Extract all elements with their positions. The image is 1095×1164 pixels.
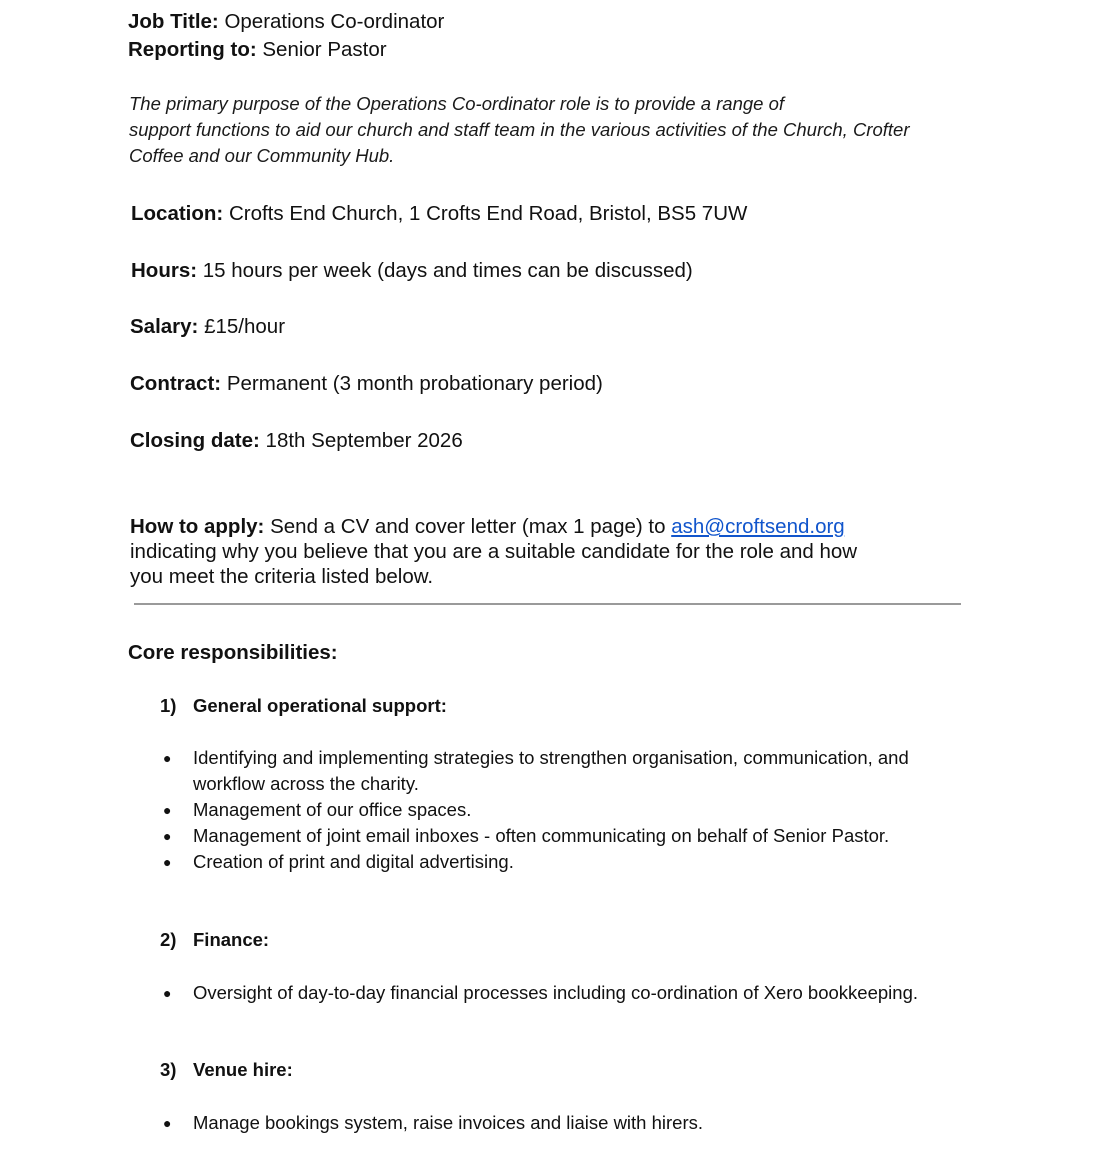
hours-value: 15 hours per week (days and times can be discussed) xyxy=(202,259,693,282)
intro-paragraph xyxy=(129,91,909,169)
list-item xyxy=(160,745,909,771)
contract-label: Contract: xyxy=(130,372,222,395)
section-number: 2) xyxy=(160,929,177,950)
core-responsibilities-heading: Core responsibilities: xyxy=(128,641,338,664)
list-item xyxy=(160,1110,703,1136)
location-label: Location: xyxy=(131,202,224,225)
job-title-value: Operations Co-ordinator xyxy=(224,10,445,33)
bullet-list-finance xyxy=(160,980,918,1006)
intro-line: Coffee and our Community Hub. xyxy=(129,145,395,166)
closing-date-value: 18th September 2026 xyxy=(265,429,463,452)
section-heading-general-operational-support xyxy=(160,694,447,718)
list-item xyxy=(160,849,909,875)
list-item xyxy=(160,797,909,823)
list-item-text: Management of our office spaces. xyxy=(193,799,472,820)
section-heading-finance xyxy=(160,928,269,952)
list-item xyxy=(160,980,918,1006)
apply-line-3: you meet the criteria listed below. xyxy=(130,565,434,588)
contract-value: Permanent (3 month probationary period) xyxy=(226,372,603,395)
bullet-icon: ● xyxy=(163,854,172,870)
list-item-continuation xyxy=(160,771,909,797)
how-to-apply xyxy=(130,514,857,589)
apply-label: How to apply: xyxy=(130,515,265,538)
salary-line xyxy=(130,314,285,340)
hours-line xyxy=(131,258,693,284)
section-number: 1) xyxy=(160,695,177,716)
apply-text: Send a CV and cover letter (max 1 page) to xyxy=(270,515,666,538)
apply-line-1 xyxy=(130,514,857,539)
salary-value: £15/hour xyxy=(204,315,286,338)
list-item xyxy=(160,823,909,849)
bullet-icon: ● xyxy=(163,802,172,818)
section-heading-venue-hire xyxy=(160,1058,293,1082)
bullet-icon: ● xyxy=(163,1115,172,1131)
horizontal-divider xyxy=(134,603,961,605)
reporting-value: Senior Pastor xyxy=(262,38,387,61)
section-title: General operational support: xyxy=(193,695,447,716)
contract-line xyxy=(130,371,603,397)
section-number: 3) xyxy=(160,1059,177,1080)
job-title-label: Job Title: xyxy=(128,10,219,33)
bullet-icon: ● xyxy=(163,750,172,766)
bullet-list-venue-hire xyxy=(160,1110,703,1136)
email-link[interactable]: ash@croftsend.org xyxy=(671,515,845,538)
closing-date-label: Closing date: xyxy=(130,429,260,452)
section-title: Venue hire: xyxy=(193,1059,293,1080)
apply-line-2: indicating why you believe that you are a suitable candidate for the role and how xyxy=(130,540,858,563)
bullet-icon: ● xyxy=(163,985,172,1001)
location-value: Crofts End Church, 1 Crofts End Road, Bristol, BS5 7UW xyxy=(228,202,748,225)
list-item-text: Identifying and implementing strategies to strengthen organisation, communication, and xyxy=(193,747,909,768)
list-item-text: Management of joint email inboxes - often communicating on behalf of Senior Pastor. xyxy=(193,825,890,846)
list-item-text: workflow across the charity. xyxy=(193,773,419,794)
intro-line: support functions to aid our church and staff team in the various activities of the Church, Crofter xyxy=(129,119,910,140)
reporting-line xyxy=(128,37,387,63)
reporting-label: Reporting to: xyxy=(128,38,257,61)
intro-line: The primary purpose of the Operations Co-ordinator role is to provide a range of xyxy=(129,93,785,114)
salary-label: Salary: xyxy=(130,315,199,338)
closing-date-line xyxy=(130,428,463,454)
list-item-text: Oversight of day-to-day financial processes including co-ordination of Xero bookkeeping. xyxy=(193,982,918,1003)
job-title-line xyxy=(128,9,444,35)
hours-label: Hours: xyxy=(131,259,198,282)
location-line xyxy=(131,201,747,227)
list-item-text: Creation of print and digital advertising. xyxy=(193,851,514,872)
bullet-icon: ● xyxy=(163,828,172,844)
list-item-text: Manage bookings system, raise invoices and liaise with hirers. xyxy=(193,1112,704,1133)
section-title: Finance: xyxy=(193,929,270,950)
bullet-list-general xyxy=(160,745,909,875)
